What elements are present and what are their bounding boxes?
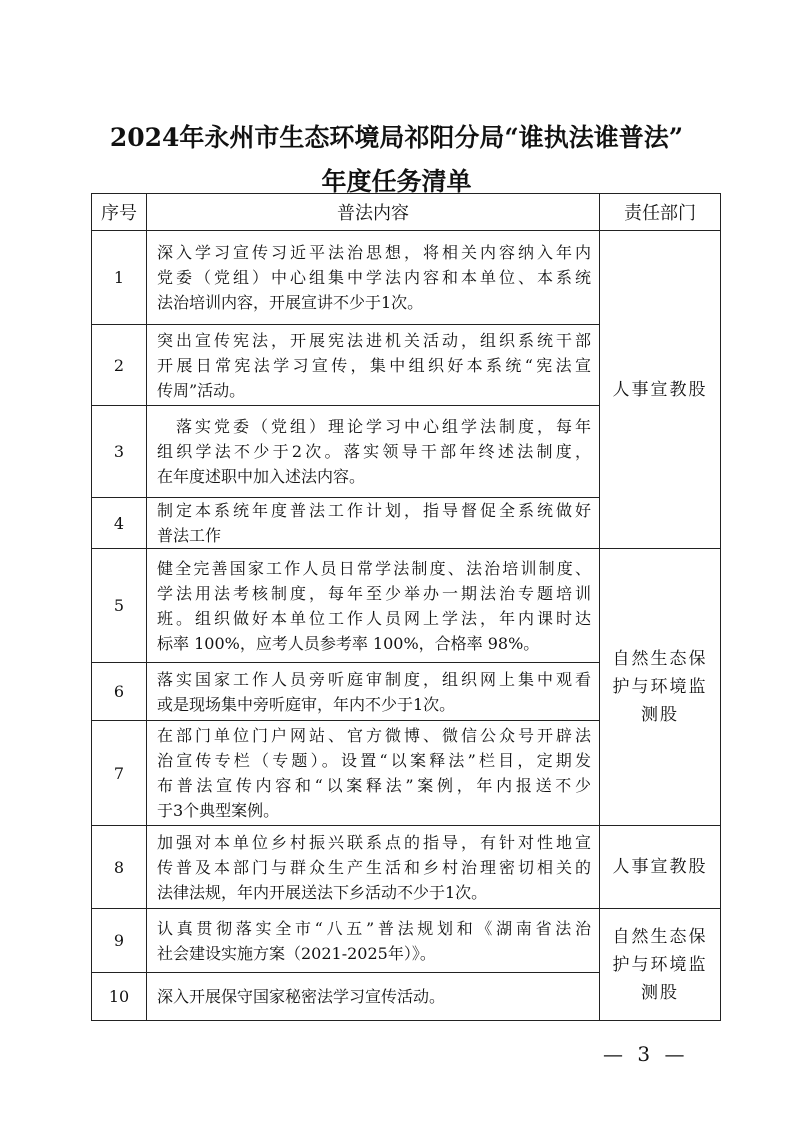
content-line: 班。组织做好本单位工作人员网上学法，年内课时达 [157, 608, 591, 628]
row-number: 6 [92, 663, 147, 721]
table-row [92, 909, 721, 973]
row-content [147, 406, 600, 498]
table-header-row [92, 194, 721, 231]
row-number: 2 [92, 325, 147, 406]
row-content [147, 663, 600, 721]
header-number: 序号 [92, 194, 147, 231]
content-line: 标率 100%，应考人员参考率 100%，合格率 98%。 [157, 633, 540, 653]
row-content [147, 826, 600, 909]
table-row [92, 231, 721, 325]
row-number: 9 [92, 909, 147, 973]
content-line: 法律法规，年内开展送法下乡活动不少于1次。 [157, 882, 488, 902]
row-number: 7 [92, 721, 147, 826]
content-line: 学法用法考核制度，每年至少举办一期法治专题培训 [157, 583, 591, 603]
content-line: 社会建设实施方案（2021-2025年）》。 [157, 943, 436, 963]
content-line: 或是现场集中旁听庭审，年内不少于1次。 [157, 694, 456, 714]
content-line: 在年度述职中加入述法内容。 [157, 467, 366, 486]
row-number: 5 [92, 549, 147, 663]
content-line: 深入学习宣传习近平法治思想，将相关内容纳入年内 [157, 243, 591, 262]
content-line: 于3个典型案例。 [157, 801, 280, 820]
row-content [147, 973, 600, 1021]
content-line: 落实党委（党组）理论学习中心组学法制度，每年 [157, 417, 591, 436]
table-row [92, 549, 721, 663]
responsible-department: 人事宣教股 [600, 231, 721, 549]
responsible-department: 人事宣教股 [600, 826, 721, 909]
content-line: 传周”活动。 [157, 380, 246, 400]
content-line: 落实国家工作人员旁听庭审制度，组织网上集中观看 [157, 669, 591, 689]
content-line: 布普法宣传内容和“以案释法”案例，年内报送不少 [157, 776, 591, 795]
responsible-department: 自然生态保护与环境监测股 [600, 909, 721, 1021]
row-content [147, 231, 600, 325]
content-line: 在部门单位门户网站、官方微博、微信公众号开辟法 [157, 726, 591, 745]
content-line: 普法工作 [157, 526, 222, 545]
content-line: 传普及本部门与群众生产生活和乡村治理密切相关的 [157, 857, 591, 877]
table-row [92, 826, 721, 909]
row-number: 4 [92, 498, 147, 549]
row-content [147, 325, 600, 406]
row-number: 1 [92, 231, 147, 325]
content-line: 加强对本单位乡村振兴联系点的指导，有针对性地宣 [157, 832, 591, 852]
content-line: 认真贯彻落实全市“八五”普法规划和《湖南省法治 [157, 918, 591, 938]
header-department: 责任部门 [600, 194, 721, 231]
document-title-line2: 年度任务清单 [321, 167, 472, 196]
content-line: 制定本系统年度普法工作计划，指导督促全系统做好 [157, 501, 591, 520]
content-line: 组织学法不少于2次。落实领导干部年终述法制度， [157, 442, 591, 461]
row-content [147, 721, 600, 826]
row-content [147, 498, 600, 549]
header-content: 普法内容 [147, 194, 600, 231]
task-list-table [91, 193, 721, 1021]
responsible-department: 自然生态保护与环境监测股 [600, 549, 721, 826]
content-line: 深入开展保守国家秘密法学习宣传活动。 [157, 987, 446, 1006]
row-content [147, 909, 600, 973]
row-number: 8 [92, 826, 147, 909]
content-line: 突出宣传宪法，开展宪法进机关活动，组织系统干部 [157, 330, 591, 350]
content-line: 健全完善国家工作人员日常学法制度、法治培训制度、 [157, 558, 591, 578]
row-number: 10 [92, 973, 147, 1021]
page-number: — 3 — [603, 1042, 689, 1066]
content-line: 治宣传专栏（专题）。设置“以案释法”栏目，定期发 [157, 751, 591, 770]
row-content [147, 549, 600, 663]
content-line: 党委（党组）中心组集中学法内容和本单位、本系统 [157, 268, 591, 287]
content-line: 法治培训内容，开展宣讲不少于1次。 [157, 293, 424, 312]
content-line: 开展日常宪法学习宣传，集中组织好本系统“宪法宣 [157, 355, 591, 375]
row-number: 3 [92, 406, 147, 498]
document-title-line1: 2024年永州市生态环境局祁阳分局“谁执法谁普法” [109, 123, 684, 152]
